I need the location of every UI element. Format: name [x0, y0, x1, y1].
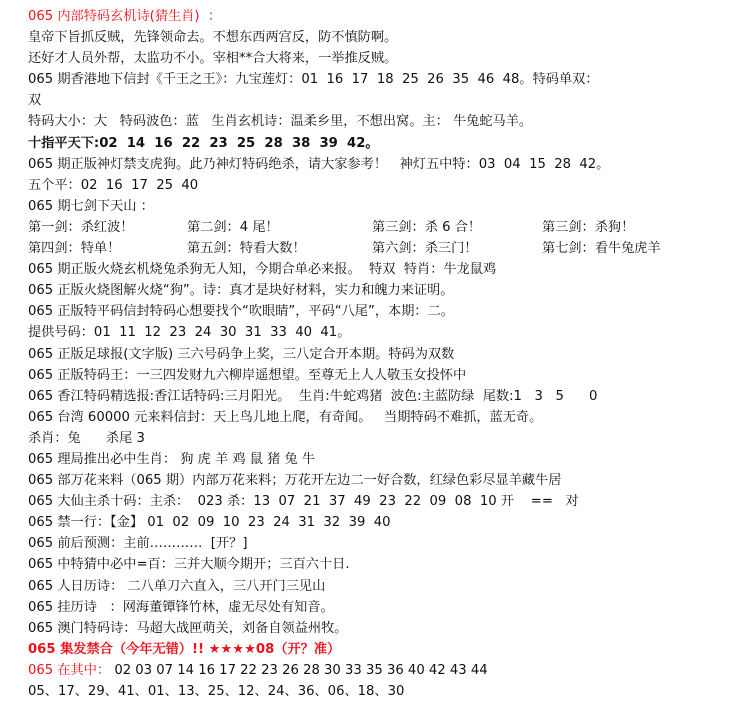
- line-provided-numbers: 提供号码：01 11 12 23 24 30 31 33 40 41。: [28, 325, 351, 341]
- line-five-flat: 五个平：02 16 17 25 40: [28, 177, 199, 193]
- line-must-hit: 065 中特猜中必中=百：三并大顺今期开；三百六十日.: [28, 557, 350, 573]
- in-it-label: 065 在其中：: [28, 662, 111, 678]
- sword-1: 第一剑：杀红波！: [28, 219, 134, 235]
- line-swords-row-2: [28, 238, 744, 259]
- line-odd-even: 双: [28, 93, 42, 109]
- line-poem-1: 皇帝下旨抓反贼，先锋领命去。不想东西两宫反，防不慎防啊。: [28, 30, 398, 46]
- line-final-numbers: 05、17、29、41、01、13、25、12、24、36、06、18、30: [28, 684, 405, 699]
- line-macau-poem: 065 澳门特码诗：马超大战匣萌关，刘备自领益州牧。: [28, 620, 348, 636]
- line-jifa: 065 集发禁合（今年无错）!! ★★★★08（开？准）: [28, 641, 341, 657]
- line-front-back: 065 前后预测：主前………… [开？]: [28, 536, 248, 552]
- line-size-color: 特码大小：大 特码波色：蓝 生肖玄机诗：温柔乡里，不想出窝。主： 牛兔蛇马羊。: [28, 114, 533, 130]
- line-ten-fingers: 十指平天下:02 14 16 22 23 25 28 38 39 42。: [28, 135, 379, 151]
- line-title-poem: 065 内部特码玄机诗(猜生肖) ：: [28, 9, 222, 24]
- in-it-numbers: 02 03 07 14 16 17 22 23 26 28 30 33 35 36 40 42 43 44: [110, 662, 488, 678]
- line-magic-lamp: 065 期正版神灯禁支虎狗。此乃神灯特码绝杀，请大家参考！ 神灯五中特：03 04 15 28 42。: [28, 156, 610, 172]
- line-fire-mystic: 065 期正版火烧玄机烧兔杀狗无人知，今期合单必来报。 特双 特肖：牛龙鼠鸡: [28, 262, 497, 278]
- line-swords-row-1: [28, 217, 744, 238]
- sword-4: 第三剑：杀狗！: [542, 219, 635, 235]
- line-xiangjiang: 065 香江特码精选报:香江话特码:三月阳光。 生肖:牛蛇鸡猪 波色:主蓝防绿 尾数:1 3 5 0: [28, 388, 598, 404]
- sword-7: 第六剑：杀三门！: [372, 241, 478, 257]
- sword-2: 第二剑：4 尾！: [187, 219, 279, 235]
- line-wall-calendar: 065 挂历诗 ：网海董镡锋竹林，虚无尽处有知音。: [28, 599, 334, 615]
- line-football-paper: 065 正版足球报(文字版) 三六号码争上奖，三八定合开本期。特码为双数: [28, 346, 455, 362]
- line-kill-zodiac: 杀肖：兔 杀尾 3: [28, 430, 145, 446]
- line-wanhua: 065 部万花来料（065 期）内部万花来料；万花开左边二一好合数，红绿色彩尽显羊藏牛居: [28, 473, 562, 489]
- sword-6: 第五剑：特看大数！: [187, 241, 306, 257]
- line-ban-row: 065 禁一行：【金】 01 02 09 10 23 24 31 32 39 40: [28, 515, 391, 531]
- line-in-it: [28, 660, 744, 681]
- line-taiwan-envelope: 065 台湾 60000 元来料信封：天上鸟儿地上爬，有奇闻。 当期特码不难抓，蓝无奇。: [28, 409, 543, 425]
- line-special-king: 065 正版特码王：一三四发财九六柳岸遥想望。至尊无上人人敬玉女投怀中: [28, 367, 467, 383]
- line-poem-2: 还好才人员外帮，太监功不小。宰相**合大将来，一举推反贼。: [28, 51, 398, 67]
- line-calendar-poem: 065 人日历诗： 二八单刀六直入，三八开门三见山: [28, 578, 326, 594]
- sword-3: 第三剑：杀 6 合！: [372, 219, 482, 235]
- line-fire-diagram: 065 正版火烧图解火烧“狗”。诗：真才是块好材料，实力和魄力来证明。: [28, 283, 454, 299]
- line-flat-envelope: 065 正版特平码信封特码心想要找个“吹眼睛”，平码“八尾”，本期：二。: [28, 304, 454, 320]
- line-bureau-zodiac: 065 理局推出必中生肖： 狗 虎 羊 鸡 鼠 猪 兔 牛: [28, 451, 316, 467]
- line-daxian-kill: 065 大仙主杀十码：主杀： 023 杀：13 07 21 37 49 23 22 09 08 10 开 == 对: [28, 494, 579, 510]
- line-seven-swords-title: 065 期七剑下天山 ：: [28, 198, 154, 214]
- line-hk-envelope: 065 期香港地下信封《千王之王》：九宝莲灯：01 16 17 18 25 26 35 46 48。特码单双：: [28, 72, 599, 88]
- sword-8: 第七剑：看牛兔虎羊: [542, 241, 661, 257]
- sword-5: 第四剑：特单！: [28, 241, 121, 257]
